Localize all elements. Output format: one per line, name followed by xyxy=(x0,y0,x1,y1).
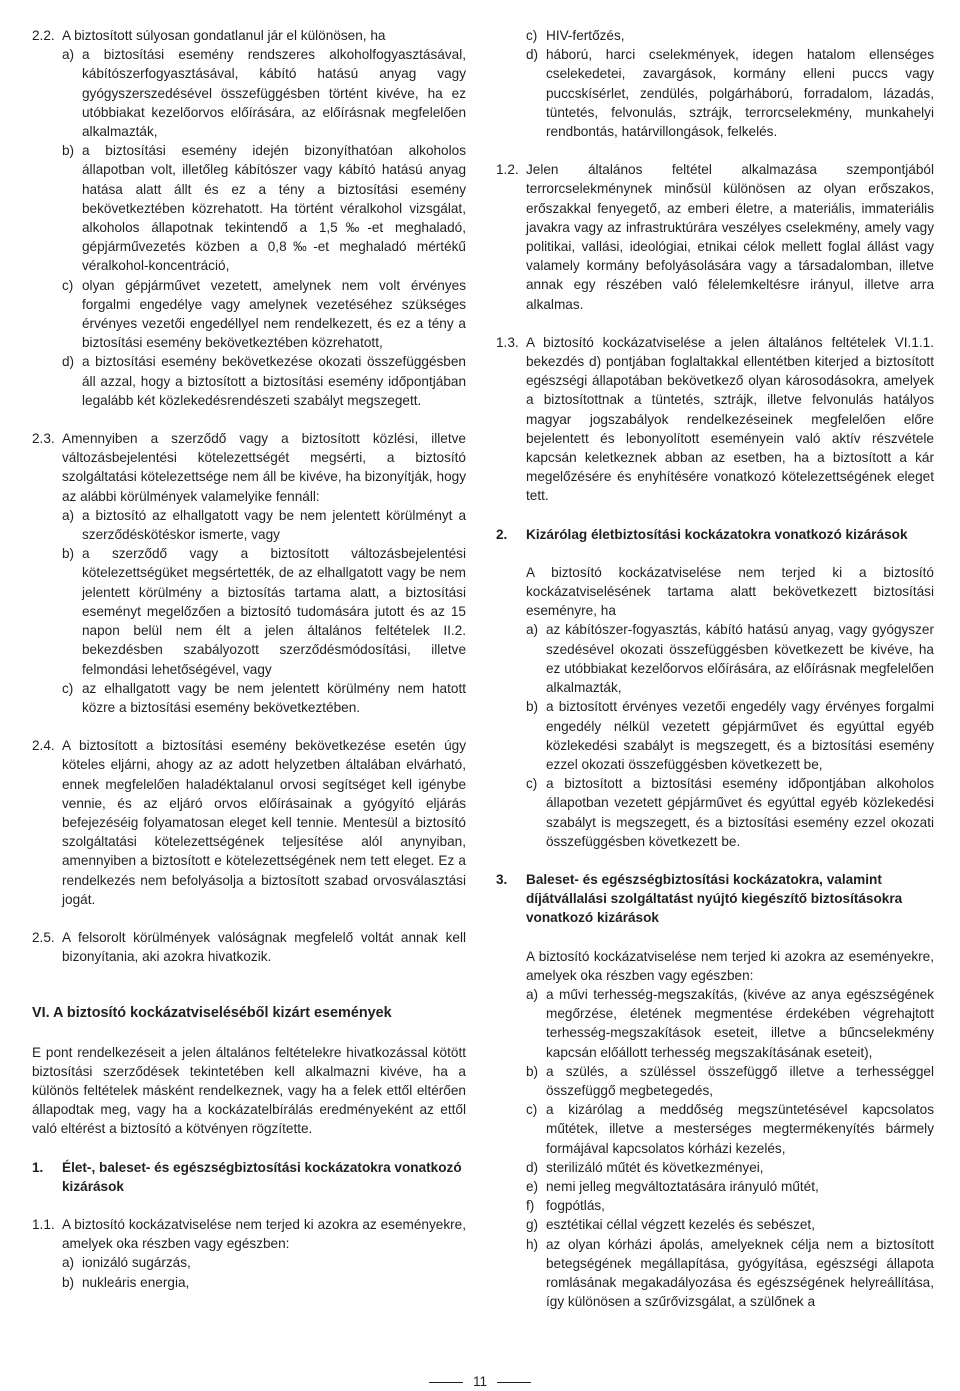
section-text: A biztosító kockázatviselése a jelen általános feltételek VI.1.1. bekezdés d) pontjában foglaltakkal ellentétben kiterjed a biztosított egészségi állapotában bekövetkező olyan károsodásokra, amelyek a biztosítottnak a tüntetés, sztrájk, illetve felvonulás hatályos magyar jogszabályok rendelkezéseinek megfelelően előre bejelentett és lebonyolított eseményein való aktív részvétele kapcsán keletkeznek abban az esetben, ha a biztosított a kár megelőzésére és enyhítésére vonatkozó kötelezettségének eleget tett. xyxy=(526,334,934,504)
left-column xyxy=(32,26,466,1292)
footer-dash-left xyxy=(429,1382,463,1383)
page-footer xyxy=(0,1372,960,1391)
item-label: b) xyxy=(526,1063,539,1079)
item-text: ionizáló sugárzás, xyxy=(82,1255,191,1271)
section-title: Kizárólag életbiztosítási kockázatokra vonatkozó kizárások xyxy=(526,526,908,542)
list-item xyxy=(62,45,466,141)
list-item xyxy=(526,985,934,1062)
item-label: c) xyxy=(62,277,74,293)
section-number: 2.5. xyxy=(32,929,55,945)
item-label: a) xyxy=(526,622,539,638)
section-3-body xyxy=(496,947,934,1312)
section-text: A biztosított a biztosítási esemény bekövetkezése esetén úgy köteles eljárni, ahogy az az adott helyzetben általában elvárható, ennek megfelelően haladéktalanul orvosi segítséget kell igénybe vennie, és az eljáró orvos előírásainak a gyógyító eljárás befejezéséig folyamatosan eleget kell tennie. Mentesül a biztosító szolgáltatási kötelezettségének teljesítése alól anynyiban, amennyiben a biztosított e kötelezettségének nem tett eleget. Ez a rendelkezés nem befolyásolja a biztosított szabad orvosválasztási jogát. xyxy=(62,738,466,907)
section-title: Élet-, baleset- és egészségbiztosítási kockázatokra vonatkozó kizárások xyxy=(62,1159,462,1194)
section-number: 1. xyxy=(32,1159,44,1175)
page-number: 11 xyxy=(472,1374,488,1389)
section-1-2 xyxy=(496,160,934,314)
section-3-heading xyxy=(496,870,934,928)
item-text: a biztosított a biztosítási esemény időpontjában alkoholos állapotban vezetett gépjárművet és egyúttal egyéb közlekedési szabályt is megszegett, és a biztosítási esemény ezzel okozati összefüggésben következett be. xyxy=(546,776,934,849)
item-text: sterilizáló műtét és következményei, xyxy=(546,1159,764,1175)
list-item xyxy=(526,620,934,697)
section-title: Baleset- és egészségbiztosítási kockázatokra, valamint díjátvállalási szolgáltatást nyújtó kiegészítő biztosításokra vonatkozó kizárások xyxy=(526,871,903,926)
item-text: a szülés, a szüléssel összefüggő illetve a terhességgel összefüggő megbetegedés, xyxy=(546,1063,934,1098)
item-text: a szerződő vagy a biztosított változásbejelentési kötelezettségüket megsértették, de az elhallgatott vagy be nem jelentett körülmény a biztosítás tartama alatt, a biztosítási eseményt megelőzően a biztosító tudomására jutott és az 15 napon belül nem élt a jelen általános feltételek II.2. bekezdésben szabályozott szerződésmódosítási, illetve felmondási lehetőségével, vagy xyxy=(82,546,466,677)
section-2-2 xyxy=(32,26,466,410)
item-label: d) xyxy=(62,354,75,370)
list-item xyxy=(526,1215,934,1234)
item-label: f) xyxy=(526,1198,535,1214)
item-text: a biztosítási esemény bekövetkezése okozati összefüggésben áll azzal, hogy a biztosított a biztosítási esemény időpontjában legalább két közlekedésrendészeti szabályt megszegett. xyxy=(82,354,466,408)
section-number: 2. xyxy=(496,526,508,542)
list-item xyxy=(62,679,466,717)
section-text: A felsorolt körülmények valóságnak megfelelő voltát annak kell bizonyítania, aki azokra hivatkozik. xyxy=(62,929,466,965)
list-item xyxy=(526,1158,934,1177)
item-text: esztétikai céllal végzett kezelés és sebészet, xyxy=(546,1217,815,1233)
section-number: 3. xyxy=(496,871,508,887)
item-text: a biztosítási esemény rendszeres alkoholfogyasztásával, kábítószerfogyasztásával, kábító hatású anyag vagy gyógyszerszedésével összefüggésben történt kivéve, ha ez utóbbiakat kezelőorvos előírására, az előírásnak megfelelően alkalmazták, xyxy=(82,47,466,140)
section-1-3 xyxy=(496,333,934,506)
item-label: b) xyxy=(526,699,539,715)
item-text: nukleáris energia, xyxy=(82,1274,190,1290)
list-item xyxy=(526,1235,934,1312)
section-1-heading xyxy=(32,1158,466,1196)
section-2-body xyxy=(496,563,934,851)
item-label: d) xyxy=(526,47,539,63)
item-text: HIV-fertőzés, xyxy=(546,28,625,43)
item-label: h) xyxy=(526,1236,539,1252)
section-intro: A biztosító kockázatviselése nem terjed ki a biztosító kockázatviselésének tartama alatt bekövetkezett biztosítási eseményre, ha xyxy=(526,564,934,619)
list-item xyxy=(526,1196,934,1215)
section-number: 2.4. xyxy=(32,738,55,754)
item-text: a biztosítási esemény idején bizonyíthatóan alkoholos állapotban volt, illetőleg kábítószer vagy kábító hatású anyag hatása alatt állt és ez a tény a biztosítási esemény bekövetkeztében közrehatott. Ha történt véralkohol vizsgálat, alkoholos állapotnak tekintendő a 1,5‰-et meghaladó, gépjárművezetés közben a 0,8‰-et meghaladó mértékű véralkohol-koncentráció, xyxy=(82,143,466,274)
item-label: g) xyxy=(526,1217,539,1233)
item-text: fogpótlás, xyxy=(546,1198,605,1214)
item-label: c) xyxy=(526,1102,538,1118)
list-item xyxy=(526,1100,934,1158)
item-text: a biztosító az elhallgatott vagy be nem jelentett körülményt a szerződéskötéskor ismerte, vagy xyxy=(82,507,466,543)
item-label: b) xyxy=(62,546,75,562)
section-2-5 xyxy=(32,928,466,966)
section-intro: A biztosított súlyosan gondatlanul jár el különösen, ha xyxy=(62,28,386,43)
item-text: az elhallgatott vagy be nem jelentett körülmény nem hatott közre a biztosítási esemény bekövetkeztében. xyxy=(82,680,466,715)
item-text: a kizárólag a meddőség megszüntetésével kapcsolatos műtétek, illetve a mesterséges megtermékenyítés bármely formájával kapcsolatos kórházi kezelés, xyxy=(546,1102,934,1156)
chapter-title: VI. A biztosító kockázatviseléséből kizárt események xyxy=(32,1005,392,1022)
section-intro: A biztosító kockázatviselése nem terjed ki azokra az eseményekre, amelyek oka részben vagy egészben: xyxy=(526,948,934,983)
section-number: 1.3. xyxy=(496,334,519,350)
list-item xyxy=(62,141,466,275)
section-2-3 xyxy=(32,429,466,717)
list-item xyxy=(62,1273,466,1292)
list-item xyxy=(62,276,466,353)
item-label: a) xyxy=(62,47,75,63)
list-item xyxy=(526,697,934,774)
item-text: a művi terhesség-megszakítás, (kivéve az anya egészségének megőrzése, életének megmentése érdekében végrehajtott terhesség-megszakítások eseteit, illetve a bűncselekmény kapcsán előállott terhesség megszakításának eseteit), xyxy=(546,986,934,1060)
list-item xyxy=(526,774,934,851)
item-label: c) xyxy=(526,776,538,792)
section-1-1 xyxy=(32,1215,466,1292)
list-item xyxy=(62,1253,466,1272)
footer-dash-right xyxy=(497,1382,531,1383)
item-label: a) xyxy=(62,1255,75,1271)
item-label: b) xyxy=(62,1274,75,1290)
item-label: a) xyxy=(526,986,539,1002)
section-text: Jelen általános feltétel alkalmazása szempontjából terrorcselekménynek minősül különösen az olyan erőszakos, erőszakkal fenyegető, az emberi életre, a materiális, immateriális javakra vagy az infrastruktúrára veszélyes cselekmény, amely vagy politikai, vallási, ideológiai, etnikai célok mellett foglal állást vagy valamely kormány befolyásolására vagy a társadalomban, illetve annak egy részében való félelemkeltésre irányul, illetve arra alkalmas. xyxy=(526,162,934,312)
section-2-heading xyxy=(496,525,934,544)
item-label: c) xyxy=(526,28,538,43)
list-item xyxy=(62,352,466,410)
section-number: 2.3. xyxy=(32,431,55,447)
item-label: e) xyxy=(526,1178,539,1194)
item-text: nemi jelleg megváltoztatására irányuló műtét, xyxy=(546,1178,819,1194)
section-intro: A biztosító kockázatviselése nem terjed ki azokra az eseményekre, amelyek oka részben vagy egészben: xyxy=(62,1216,466,1252)
item-text: olyan gépjárművet vezetett, amelynek nem volt érvényes forgalmi engedélye vagy amelynek vezetéséhez szükséges érvényes vezetői engedéllyel nem rendelkezett, és ez a tény a biztosítási esemény bekövetkeztében közrehatott, xyxy=(82,277,466,351)
list-item xyxy=(62,544,466,678)
list-item xyxy=(526,26,934,45)
section-number: 1.1. xyxy=(32,1216,55,1232)
list-item xyxy=(526,1177,934,1196)
item-text: a biztosított érvényes vezetői engedély vagy érvényes forgalmi engedély nélkül vezetett gépjárművet és egyúttal egyéb közlekedési szabályt is megszegett, és a biztosítási esemény ezzel okozati összefüggésben következett be, xyxy=(546,699,934,772)
item-label: d) xyxy=(526,1159,539,1175)
item-label: b) xyxy=(62,143,75,159)
right-column xyxy=(496,26,934,1311)
section-1-1-continued xyxy=(496,26,934,141)
section-2-4 xyxy=(32,736,466,909)
chapter-intro: E pont rendelkezéseit a jelen általános feltételekre hivatkozással kötött biztosítási szerződések tekintetében kell alkalmazni kivéve, ha a különös feltételek másként rendelkeznek, vagy ha a felek ettől eltérően állapodtak meg, vagy ha a kockázatelbírálás eredményeként az ettől való eltérést a biztosító a kötvényen rögzítette. xyxy=(32,1044,466,1137)
item-text: az kábítószer-fogyasztás, kábító hatású anyag, vagy gyógyszer szedésével okozati összefüggésben következett be kivéve, ha ez utóbbiakat kezelőorvos előírására, az előírásnak megfelelően alkalmazták, xyxy=(546,622,934,696)
section-intro: Amennyiben a szerződő vagy a biztosított közlési, illetve változásbejelentési kötelezettségét megsérti, a biztosító szolgáltatási kötelezettsége nem áll be kivéve, ha bizonyítják, hogy az alábbi körülmények valamelyike fennáll: xyxy=(62,431,466,504)
section-number: 2.2. xyxy=(32,28,55,43)
section-number: 1.2. xyxy=(496,162,519,178)
list-item xyxy=(526,45,934,141)
item-text: háború, harci cselekmények, idegen hatalom ellenséges cselekedetei, zavargások, kormány elleni puccs vagy puccskísérlet, zendülés, polgárháború, forradalom, lázadás, tüntetés, felvonulás, sztrájk, terrorcselekmény, munkahelyi rendbontás, határvillongások, felkelés. xyxy=(546,47,934,140)
item-label: c) xyxy=(62,680,74,696)
list-item xyxy=(526,1062,934,1100)
list-item xyxy=(62,506,466,544)
item-text: az olyan kórházi ápolás, amelyeknek célja nem a biztosított betegségének megállapítása, gyógyítása, egészségi állapota romlásának megakadályozása és egészségének helyreállítása, így különösen a szűrővizsgálat, a szülőnek a xyxy=(546,1236,934,1310)
item-label: a) xyxy=(62,507,75,523)
